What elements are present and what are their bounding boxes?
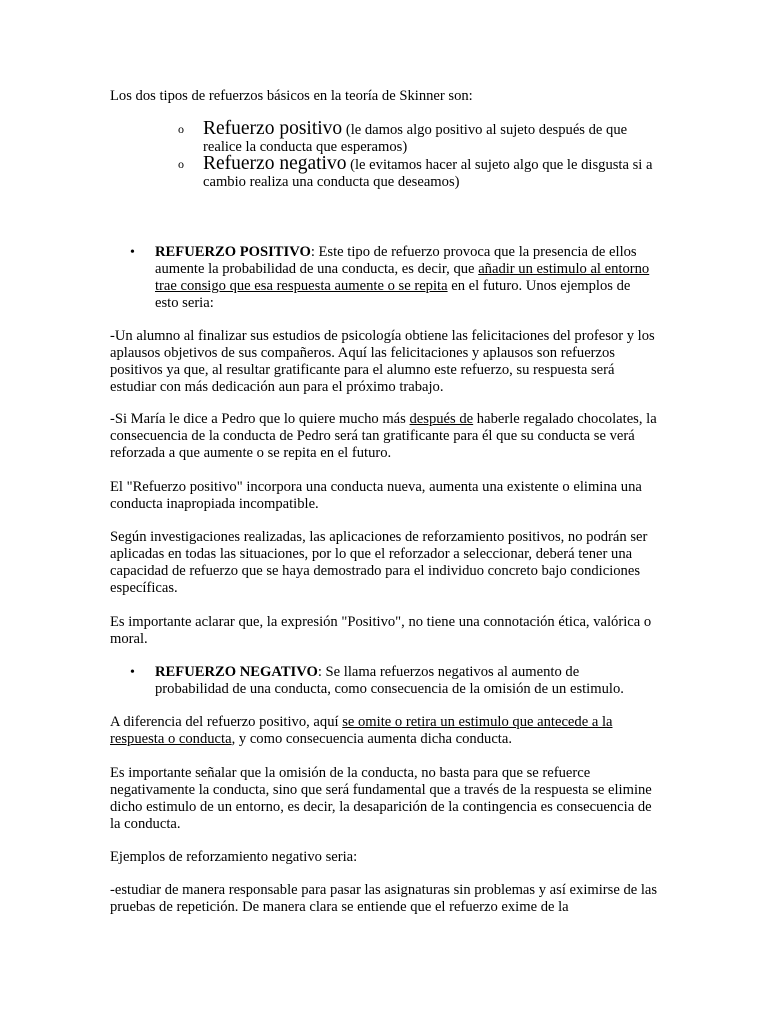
- type-positive-text: [203, 120, 668, 156]
- segun-paragraph: Según investigaciones realizadas, las aplicaciones de reforzamiento positivos, no podrán ser aplicadas en todas las situaciones, por lo que el reforzador a seleccionar, deberá tener una capacidad de refuerzo que se haya demostrado para el individuo concreto bajo condiciones específicas.: [110, 529, 648, 596]
- circle-bullet-icon: o: [178, 157, 184, 171]
- incorpora-paragraph: El "Refuerzo positivo" incorpora una conducta nueva, aumenta una existente o elimina una conducta inapropiada incompatible.: [110, 479, 642, 512]
- importante-paragraph: Es importante aclarar que, la expresión "Positivo", no tiene una connotación ética, valórica o moral.: [110, 614, 652, 647]
- diferencia-underlined: se omite o retira un estimulo que antecede a la respuesta o conducta: [110, 714, 613, 747]
- intro-text: Los dos tipos de refuerzos básicos en la teoría de Skinner son:: [110, 88, 473, 104]
- diferencia-paragraph: A diferencia del refuerzo positivo, aquí se omite o retira un estimulo que antecede a la respuesta o conducta, y como consecuencia aumenta dicha conducta.: [110, 714, 613, 747]
- estudiar-paragraph: -estudiar de manera responsable para pasar las asignaturas sin problemas y así eximirse de las pruebas de repetición. De manera clara se entiende que el refuerzo exime de la: [110, 882, 658, 915]
- type-negative-desc: (le evitamos hacer al sujeto algo que le disgusta si a cambio realiza una conducta que deseamos): [203, 157, 653, 190]
- negative-title: REFUERZO NEGATIVO: [155, 664, 318, 680]
- bullet-icon: •: [130, 245, 135, 260]
- example-1-paragraph: -Un alumno al finalizar sus estudios de psicología obtiene las felicitaciones del profesor y los aplausos objetivos de sus compañeros. Aquí las felicitaciones y aplausos son refuerzos positivos ya que, al resultar gratificante para el alumno este refuerzo, su respuesta será estudiar con más dedicación aun para el próximo trabajo.: [110, 328, 655, 395]
- example-2-underlined: después de: [409, 411, 474, 427]
- bullet-icon: •: [130, 665, 135, 680]
- type-positive-desc: (le damos algo positivo al sujeto después de que realice la conducta que esperamos): [203, 122, 628, 155]
- example-2-paragraph: -Si María le dice a Pedro que lo quiere mucho más después de haberle regalado chocolates, la consecuencia de la conducta de Pedro será tan gratificante para él que su conducta se verá reforzada a que aumente o se repita en el futuro.: [110, 411, 657, 461]
- negative-definition: REFUERZO NEGATIVO: Se llama refuerzos negativos al aumento de probabilidad de una conducta, como consecuencia de la omisión de un estimulo.: [155, 664, 624, 697]
- positive-title: REFUERZO POSITIVO: [155, 244, 311, 260]
- senalar-paragraph: Es importante señalar que la omisión de la conducta, no basta para que se refuerce negativamente la conducta, sino que será fundamental que a través de la respuesta se elimine dicho estimulo de un entorno, es decir, la desaparición de la contingencia es consecuencia de la conducta.: [110, 765, 652, 832]
- ejemplos-heading: Ejemplos de reforzamiento negativo seria:: [110, 849, 358, 865]
- positive-underlined-text: añadir un estimulo al entorno trae consigo que esa respuesta aumente o se repita: [155, 261, 650, 294]
- type-positive-name: Refuerzo positivo: [203, 118, 343, 139]
- positive-definition: REFUERZO POSITIVO: Este tipo de refuerzo provoca que la presencia de ellos aumente la probabilidad de una conducta, es decir, que añadir un estimulo al entorno trae consigo que esa respuesta aumente o se repita en el futuro. Unos ejemplos de esto seria:: [155, 244, 650, 311]
- type-negative-name: Refuerzo negativo: [203, 153, 347, 174]
- type-negative-text: [203, 155, 668, 191]
- circle-bullet-icon: o: [178, 122, 184, 136]
